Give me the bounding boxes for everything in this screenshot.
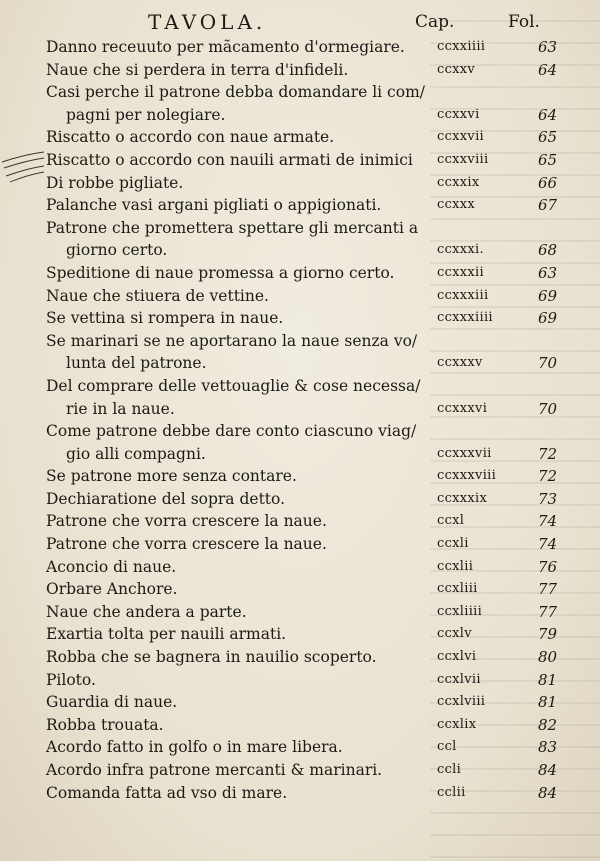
entry-folio: 63	[538, 263, 558, 282]
index-entry	[0, 578, 600, 601]
entry-folio: 68	[538, 241, 558, 260]
entry-text: Naue che stiuera de vettine.	[46, 286, 269, 305]
entry-text: Speditione di naue promessa a giorno certo.	[46, 263, 395, 282]
entry-chapter: ccxxvii	[437, 129, 484, 145]
entry-folio: 82	[538, 715, 558, 734]
entry-folio: 77	[538, 580, 558, 599]
entry-text: Robba che se bagnera in nauilio scoperto.	[46, 648, 377, 667]
entry-text: Come patrone debbe dare conto ciascuno viag/	[46, 422, 417, 441]
entry-chapter: ccxxv	[437, 61, 476, 77]
index-entry	[0, 646, 600, 669]
entry-text: Aconcio di naue.	[46, 557, 177, 576]
entry-chapter: ccxxvi	[437, 106, 480, 122]
entry-text: Danno receuuto per mãcamento d'ormegiare.	[46, 38, 405, 56]
index-entry	[0, 81, 600, 104]
entry-folio: 72	[538, 444, 558, 463]
column-head-cap: Cap.	[415, 12, 455, 32]
entry-text: Robba trouata.	[46, 715, 164, 734]
entry-text: Piloto.	[46, 670, 96, 689]
entry-chapter: ccxxxix	[437, 490, 488, 506]
entry-chapter: ccxlviii	[437, 694, 486, 710]
index-entry	[0, 465, 600, 488]
entry-folio: 84	[538, 783, 558, 802]
index-entry	[0, 149, 600, 172]
entry-folio: 67	[538, 196, 558, 215]
entry-chapter: ccxxxv	[437, 355, 483, 371]
entry-text: Patrone che promettera spettare gli mercanti a	[46, 218, 419, 237]
entry-chapter: ccxxxviii	[437, 468, 497, 484]
index-entry	[0, 217, 600, 240]
entry-chapter: ccl	[437, 739, 457, 755]
index-entry	[0, 104, 600, 127]
entry-folio: 64	[538, 60, 558, 79]
entry-folio: 84	[538, 761, 558, 779]
index-entry	[0, 782, 600, 805]
entry-chapter: ccxxxi.	[437, 242, 484, 258]
index-entry	[0, 352, 600, 375]
entry-chapter: ccli	[437, 762, 462, 777]
entry-folio: 65	[538, 128, 558, 147]
entry-text: giorno certo.	[66, 241, 168, 260]
entry-text: Palanche vasi argani pigliati o appigionati.	[46, 196, 382, 215]
entry-chapter: cclii	[437, 784, 466, 800]
entry-chapter: ccxlii	[437, 558, 474, 574]
index-entry	[0, 533, 600, 556]
entry-text: Naue che andera a parte.	[46, 602, 247, 621]
index-entry	[0, 443, 600, 466]
entry-text: Exartia tolta per nauili armati.	[46, 625, 287, 644]
entry-folio: 64	[538, 105, 558, 124]
entry-text: Acordo infra patrone mercanti & marinari.	[46, 761, 383, 779]
entry-chapter: ccxxix	[437, 174, 480, 190]
entry-folio: 73	[538, 489, 558, 508]
entry-text: Di robbe pigliate.	[46, 173, 184, 192]
entry-chapter: ccxxx	[437, 197, 476, 213]
entry-text: Casi perche il patrone debba domandare li com/	[46, 83, 425, 102]
index-entry	[0, 623, 600, 646]
entry-text: Se patrone more senza contare.	[46, 467, 297, 486]
entry-chapter: ccxlix	[437, 716, 477, 732]
entry-chapter: ccxliii	[437, 581, 478, 597]
entry-text: Comanda fatta ad vso di mare.	[46, 783, 288, 802]
index-entry	[0, 556, 600, 579]
entry-chapter: ccxlvi	[437, 649, 477, 665]
entry-chapter: ccxxxvi	[437, 400, 488, 416]
page-title: TAVOLA.	[148, 10, 267, 34]
entry-folio: 77	[538, 602, 558, 621]
index-entry	[0, 398, 600, 421]
index-entry	[0, 262, 600, 285]
entry-folio: 81	[538, 670, 558, 689]
index-entry	[0, 601, 600, 624]
entry-text: Acordo fatto in golfo o in mare libera.	[46, 738, 343, 757]
entry-text: Guardia di naue.	[46, 693, 178, 712]
entry-text: Patrone che vorra crescere la naue.	[46, 535, 327, 554]
entry-folio: 69	[538, 286, 558, 305]
entry-folio: 74	[538, 512, 558, 531]
index-entry	[0, 172, 600, 195]
entry-folio: 70	[538, 399, 558, 418]
index-entry	[0, 307, 600, 330]
entry-folio: 83	[538, 738, 558, 757]
entry-chapter: ccxxxvii	[437, 445, 492, 461]
index-entry	[0, 126, 600, 149]
entry-folio: 70	[538, 354, 558, 373]
entry-text: Se vettina si rompera in naue.	[46, 309, 284, 328]
index-entry	[0, 36, 600, 59]
entry-chapter: ccxxxiiii	[437, 310, 493, 326]
entry-folio: 81	[538, 693, 558, 712]
index-entry	[0, 669, 600, 692]
entry-folio: 66	[538, 173, 558, 192]
entry-text: Dechiaratione del sopra detto.	[46, 489, 286, 508]
index-entry	[0, 736, 600, 759]
entry-text: pagni per nolegiare.	[66, 105, 226, 124]
entry-folio: 74	[538, 535, 558, 554]
entry-folio: 80	[538, 648, 558, 667]
index-list	[0, 36, 600, 804]
entry-text: rie in la naue.	[66, 399, 175, 418]
entry-chapter: ccxxviii	[437, 151, 489, 167]
entry-chapter: ccxxxii	[437, 264, 484, 280]
entry-chapter: ccxlv	[437, 626, 472, 642]
index-entry	[0, 420, 600, 443]
index-entry	[0, 239, 600, 262]
entry-chapter: ccxl	[437, 513, 465, 529]
index-entry	[0, 194, 600, 217]
index-entry	[0, 691, 600, 714]
entry-chapter: ccxlvii	[437, 671, 481, 687]
entry-text: Riscatto o accordo con naue armate.	[46, 128, 335, 147]
column-head-fol: Fol.	[508, 12, 540, 32]
entry-folio: 72	[538, 467, 558, 486]
entry-chapter: ccxli	[437, 536, 469, 552]
entry-folio: 76	[538, 557, 558, 576]
index-entry	[0, 330, 600, 353]
entry-text: Patrone che vorra crescere la naue.	[46, 512, 327, 531]
index-entry	[0, 714, 600, 737]
entry-text: Se marinari se ne aportarano la naue senza vo/	[46, 331, 418, 350]
index-entry	[0, 759, 600, 782]
entry-folio: 69	[538, 309, 558, 328]
entry-chapter: ccxxxiii	[437, 287, 489, 303]
entry-text: lunta del patrone.	[66, 354, 207, 373]
entry-folio: 79	[538, 625, 558, 644]
entry-folio: 65	[538, 150, 558, 169]
index-entry	[0, 510, 600, 533]
entry-text: Naue che si perdera in terra d'infideli.	[46, 60, 349, 79]
entry-chapter: ccxliiii	[437, 603, 483, 619]
entry-text: Del comprare delle vettouaglie & cose necessa/	[46, 376, 421, 395]
index-entry	[0, 375, 600, 398]
index-entry	[0, 285, 600, 308]
entry-text: Riscatto o accordo con nauili armati de inimici	[46, 150, 413, 169]
entry-text: Orbare Anchore.	[46, 580, 178, 599]
entry-text: gio alli compagni.	[66, 444, 206, 463]
index-entry	[0, 488, 600, 511]
index-entry	[0, 59, 600, 82]
entry-folio: 63	[538, 38, 558, 56]
entry-chapter: ccxxiiii	[437, 39, 486, 54]
